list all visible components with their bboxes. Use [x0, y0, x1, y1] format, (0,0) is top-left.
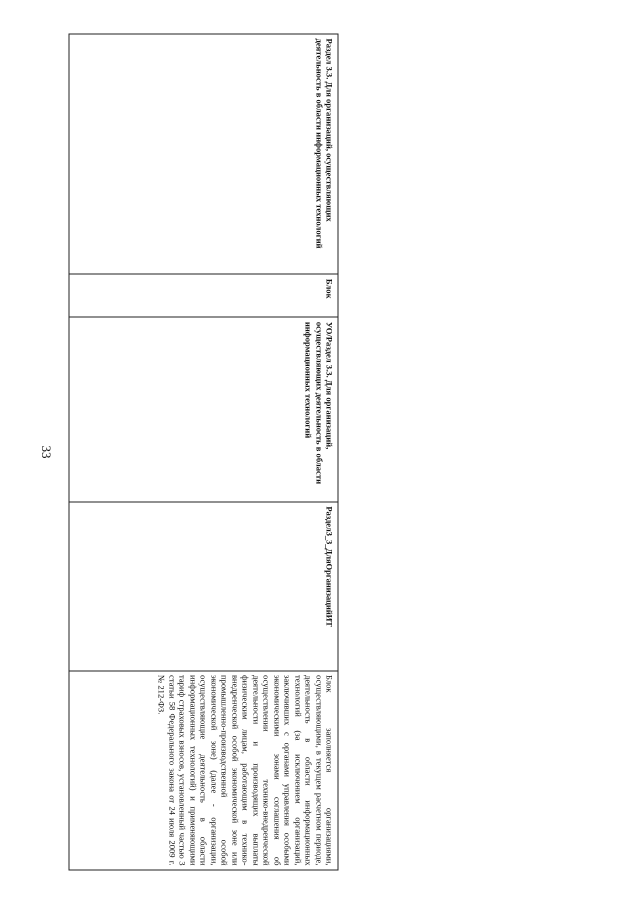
page-number: 33: [39, 445, 54, 459]
cell-description: Блок заполняется организациями, осуществляющими, в текущем расчетном периоде, деятельность в области информационных технологий (за исключением организаций, заключивших с органами управления особыми экономическими зонами соглашения об осуществлении технико-внедренческой деятельности и производящих выплаты физическим лицам, работающим в технико-внедренческой особой экономической зоне или промышленно-производственной особой экономической зоне) (далее - организации, осуществляющие деятельность в области информационных технологий) и применяющими тариф страховых взносов, установленный частью 3 статьи 58 Федерального закона от 24 июля 2009 г. № 212-ФЗ.: [70, 670, 338, 870]
cell-element-path: УО/Раздел 3.3. Для организаций, осуществляющих деятельность в области информационных технологий: [70, 317, 338, 502]
spec-table-row: [69, 34, 339, 871]
cell-element-type: Блок: [70, 274, 338, 317]
cell-element-code: Раздел3_3_ДляОрганизацийИТ: [70, 501, 338, 670]
cell-section-name: Раздел 3.3. Для организаций, осуществляющих деятельность в области информационных технологий: [314, 38, 335, 249]
